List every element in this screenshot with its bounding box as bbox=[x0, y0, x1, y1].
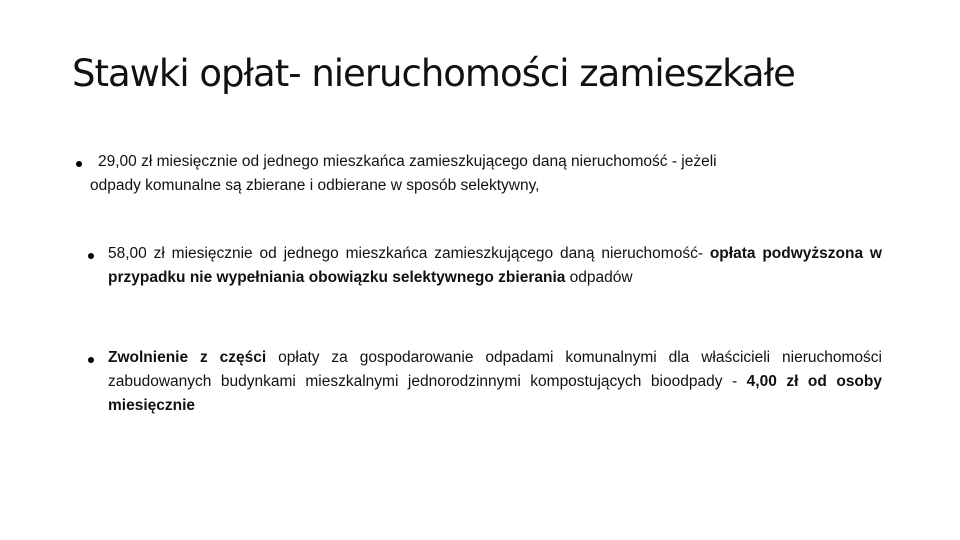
list-item-1-line1: 29,00 zł miesięcznie od jednego mieszkańca zamieszkującego daną nieruchomość - jeżeli bbox=[98, 153, 717, 170]
list-item-3-bold-lead: Zwolnienie z części bbox=[108, 349, 267, 366]
list-item-2-bold: opłata podwyższona w przypadku nie wypełniania obowiązku selektywnego zbierania bbox=[108, 245, 882, 286]
page-title: Stawki opłat- nieruchomości zamieszkałe bbox=[72, 52, 795, 95]
list-item-1 bbox=[90, 150, 890, 198]
list-item-2-text: 58,00 zł miesięcznie od jednego mieszkańca zamieszkującego daną nieruchomość- bbox=[108, 245, 703, 262]
list-item-3 bbox=[108, 346, 882, 418]
list-item-3-bold-tail: 4,00 zł od osoby miesięcznie bbox=[108, 373, 882, 414]
bullet-3 bbox=[88, 357, 94, 363]
list-item-3-text: opłaty za gospodarowanie odpadami komunalnymi dla właścicieli nieruchomości zabudowanych budynkami mieszkalnymi jednorodzinnymi kompostujących bioodpady - bbox=[108, 349, 882, 390]
list-item-2-tail: odpadów bbox=[565, 269, 633, 286]
bullet-1 bbox=[76, 161, 82, 167]
list-item-1-line2: odpady komunalne są zbierane i odbierane w sposób selektywny, bbox=[90, 177, 540, 194]
bullet-2 bbox=[88, 253, 94, 259]
list-item-2 bbox=[108, 242, 882, 290]
